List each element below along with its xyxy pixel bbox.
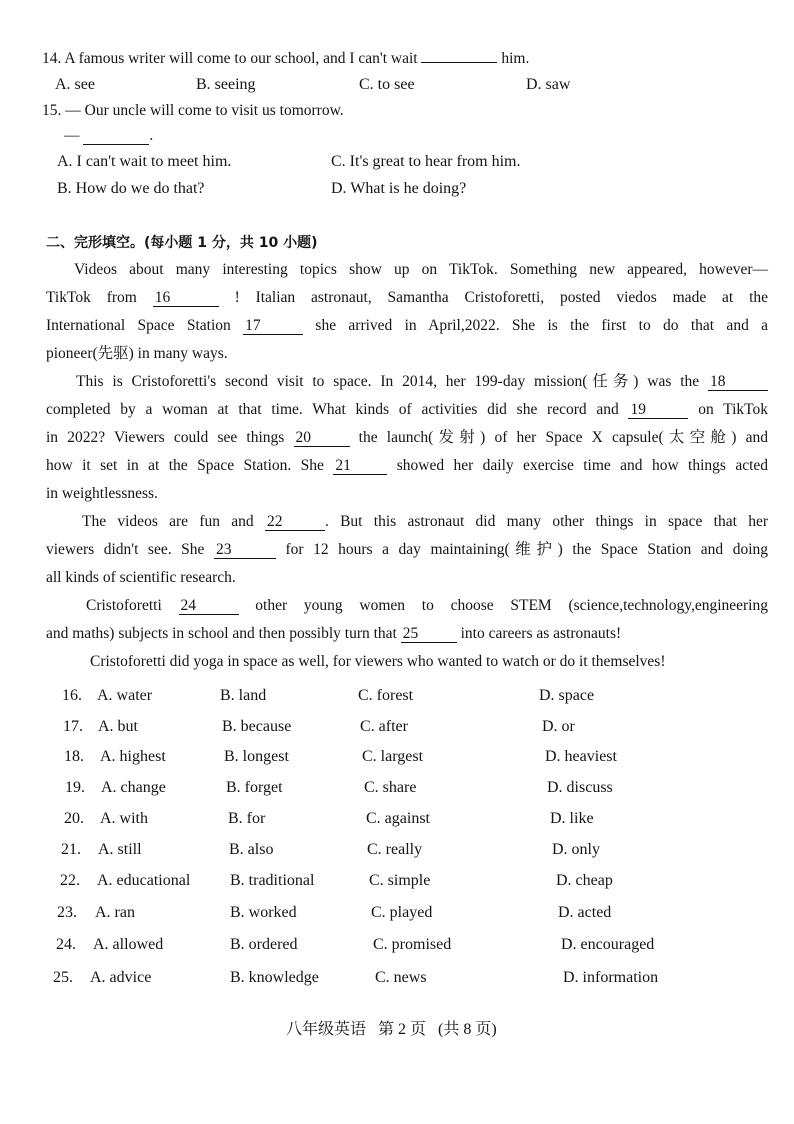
- passage-line: [46, 368, 768, 396]
- q15-option-b: B. How do we do that?: [57, 180, 205, 197]
- passage-line: [46, 592, 768, 620]
- passage-line: [46, 648, 768, 676]
- passage-text: ! Italian astronaut, Samantha Cristoforetti, posted viedos made at the: [234, 289, 769, 306]
- passage-text: and maths) subjects in school and then possibly turn that: [46, 625, 397, 642]
- blank-25: 25: [401, 626, 457, 643]
- q14-option-b: B. seeing: [196, 76, 256, 93]
- option-c: C. forest: [358, 687, 414, 704]
- q14-option-d: D. saw: [526, 76, 571, 93]
- passage-text: in weightlessness.: [46, 485, 158, 502]
- q15-line2-end: .: [149, 127, 154, 144]
- option-row-number: 19.: [65, 779, 85, 796]
- q15-line1: [42, 102, 344, 120]
- q14-stem-end: him.: [501, 50, 530, 67]
- passage-text: Videos about many interesting topics show up on TikTok. Something new appeared, however—: [74, 261, 768, 278]
- option-d: D. like: [550, 810, 594, 827]
- option-c: C. played: [371, 904, 433, 921]
- q14-number: 14.: [42, 50, 62, 67]
- blank-17: 17: [243, 318, 303, 335]
- option-b: B. for: [228, 810, 266, 827]
- option-d: D. encouraged: [561, 936, 655, 953]
- passage-line: [46, 396, 768, 424]
- option-c: C. after: [360, 718, 408, 735]
- page-footer: 八年级英语 第 2 页 (共 8 页): [286, 1021, 497, 1038]
- passage-line: [46, 564, 768, 592]
- passage-line: [46, 480, 768, 508]
- option-b: B. longest: [224, 748, 289, 765]
- option-c: C. share: [364, 779, 417, 796]
- option-b: B. because: [222, 718, 292, 735]
- q14-option-c: C. to see: [359, 76, 415, 93]
- option-d: D. space: [539, 687, 595, 704]
- option-d: D. only: [552, 841, 600, 858]
- option-c: C. largest: [362, 748, 424, 765]
- option-d: D. or: [542, 718, 575, 735]
- passage-line: [46, 620, 768, 648]
- passage-text: International Space Station: [46, 317, 231, 334]
- option-b: B. land: [220, 687, 267, 704]
- passage-text: Cristoforetti: [86, 597, 162, 614]
- passage-line: [46, 508, 768, 536]
- option-a: A. allowed: [93, 936, 164, 953]
- blank-24: 24: [179, 598, 239, 615]
- passage-text: all kinds of scientific research.: [46, 569, 236, 586]
- passage-text: the launch(发射) of her Space X capsule(太空舱) and: [358, 429, 769, 446]
- passage-text: pioneer(先驱) in many ways.: [46, 345, 228, 362]
- passage-text: showed her daily exercise time and how things acted: [396, 457, 769, 474]
- option-a: A. ran: [95, 904, 135, 921]
- option-c: C. promised: [373, 936, 452, 953]
- option-d: D. information: [563, 969, 659, 986]
- q15-option-c: C. It's great to hear from him.: [331, 153, 521, 170]
- passage-text: The videos are fun and: [82, 513, 254, 530]
- option-a: A. advice: [90, 969, 152, 986]
- passage-line: [46, 312, 768, 340]
- passage-text: on TikTok: [698, 401, 769, 418]
- blank-20: 20: [294, 430, 350, 447]
- passage: [46, 256, 768, 676]
- q14-stem-text: A famous writer will come to our school, and I can't wait: [64, 50, 418, 67]
- blank-22: 22: [265, 514, 325, 531]
- option-d: D. acted: [558, 904, 612, 921]
- option-b: B. ordered: [230, 936, 298, 953]
- option-c: C. really: [367, 841, 423, 858]
- q15-line2: [64, 127, 153, 145]
- passage-text: into careers as astronauts!: [460, 625, 622, 642]
- passage-line: [46, 340, 768, 368]
- passage-text: TikTok from: [46, 289, 137, 306]
- passage-text: other young women to choose STEM (science,technology,engineering: [255, 597, 768, 614]
- option-a: A. educational: [97, 872, 191, 889]
- section-heading: 二、完形填空。(每小题 1 分，共 10 小题): [46, 235, 318, 251]
- option-b: B. forget: [226, 779, 283, 796]
- q15-blank: [83, 128, 149, 145]
- option-row-number: 20.: [64, 810, 84, 827]
- q14-stem: [42, 50, 529, 68]
- q14-blank: [421, 62, 497, 63]
- passage-text: viewers didn't see. She: [46, 541, 205, 558]
- blank-21: 21: [333, 458, 387, 475]
- option-a: A. still: [98, 841, 142, 858]
- option-b: B. knowledge: [230, 969, 319, 986]
- option-c: C. against: [366, 810, 430, 827]
- option-d: D. discuss: [547, 779, 613, 796]
- option-b: B. worked: [230, 904, 297, 921]
- option-row-number: 23.: [57, 904, 77, 921]
- option-row-number: 21.: [61, 841, 81, 858]
- passage-line: [46, 256, 768, 284]
- passage-line: [46, 452, 768, 480]
- passage-text: how it set in at the Space Station. She: [46, 457, 324, 474]
- passage-text: in 2022? Viewers could see things: [46, 429, 285, 446]
- q15-option-a: A. I can't wait to meet him.: [57, 153, 232, 170]
- q15-dash-2: —: [64, 127, 80, 144]
- option-row-number: 25.: [53, 969, 73, 986]
- option-c: C. simple: [369, 872, 431, 889]
- option-b: B. traditional: [230, 872, 315, 889]
- option-a: A. but: [98, 718, 138, 735]
- passage-text: . But this astronaut did many other things in space that her: [324, 513, 768, 530]
- blank-16: 16: [153, 290, 219, 307]
- q15-option-d: D. What is he doing?: [331, 180, 467, 197]
- blank-23: 23: [214, 542, 276, 559]
- blank-18: 18: [708, 374, 768, 391]
- option-a: A. change: [101, 779, 166, 796]
- option-d: D. cheap: [556, 872, 613, 889]
- option-row-number: 17.: [63, 718, 83, 735]
- option-row-number: 22.: [60, 872, 80, 889]
- option-d: D. heaviest: [545, 748, 617, 765]
- option-b: B. also: [229, 841, 274, 858]
- passage-text: This is Cristoforetti's second visit to space. In 2014, her 199-day mission(任务) was the: [76, 373, 700, 390]
- passage-text: completed by a woman at that time. What kinds of activities did she record and: [46, 401, 619, 418]
- passage-line: [46, 424, 768, 452]
- passage-text: she arrived in April,2022. She is the first to do that and a: [315, 317, 769, 334]
- blank-19: 19: [628, 402, 688, 419]
- option-a: A. with: [100, 810, 148, 827]
- option-row-number: 16.: [62, 687, 82, 704]
- option-a: A. water: [97, 687, 153, 704]
- q14-option-a: A. see: [55, 76, 95, 93]
- q15-line1-text: Our uncle will come to visit us tomorrow.: [84, 102, 344, 119]
- q15-number: 15.: [42, 102, 62, 119]
- q15-dash-1: —: [65, 102, 81, 119]
- passage-text: Cristoforetti did yoga in space as well, for viewers who wanted to watch or do it themselves!: [90, 653, 666, 670]
- passage-line: [46, 284, 768, 312]
- option-c: C. news: [375, 969, 427, 986]
- option-row-number: 24.: [56, 936, 76, 953]
- passage-line: [46, 536, 768, 564]
- option-row-number: 18.: [64, 748, 84, 765]
- option-a: A. highest: [100, 748, 166, 765]
- passage-text: for 12 hours a day maintaining(维护) the Space Station and doing: [285, 541, 769, 558]
